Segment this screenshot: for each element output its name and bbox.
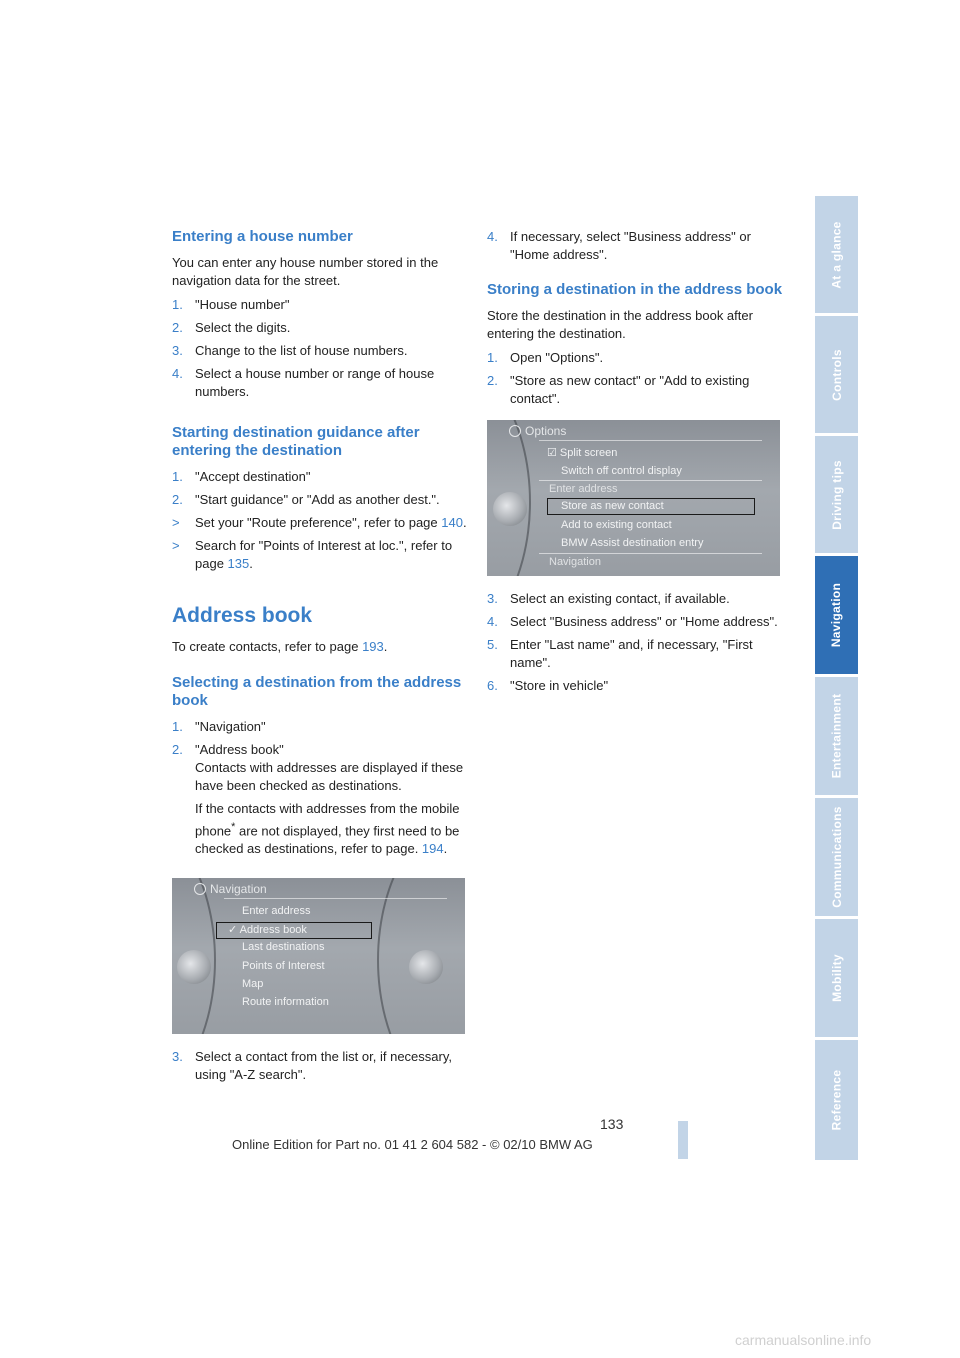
list-item: 2. "Start guidance" or "Add as another dest.". <box>172 492 440 507</box>
right-column <box>487 228 787 700</box>
list-item: 2. "Store as new contact" or "Add to existing contact". <box>487 373 750 406</box>
navigation-menu-screenshot <box>172 878 465 1034</box>
list-item: 6. "Store in vehicle" <box>487 678 609 693</box>
section-tabs <box>815 196 858 1160</box>
bullet-points-of-interest: > Search for "Points of Interest at loc.", refer to page 135. <box>172 538 453 571</box>
menu-item: Add to existing contact <box>561 519 672 531</box>
list-item: 1. Open "Options". <box>487 350 604 365</box>
list-item: 5. Enter "Last name" and, if necessary, "First name". <box>487 637 753 670</box>
page-link-135[interactable]: 135 <box>227 556 250 571</box>
footer-bar <box>678 1121 688 1159</box>
menu-item: Map <box>242 978 264 991</box>
list-item: 3. Change to the list of house numbers. <box>172 343 408 358</box>
list-item: 3. Select an existing contact, if available. <box>487 591 730 606</box>
house-number-steps <box>172 296 472 401</box>
page-link-140[interactable]: 140 <box>441 515 463 530</box>
edition-note: Online Edition for Part no. 01 41 2 604 582 - © 02/10 BMW AG <box>232 1137 593 1152</box>
menu-icon <box>509 425 521 437</box>
page-number: 133 <box>600 1116 624 1132</box>
tab-entertainment[interactable]: Entertainment <box>815 677 858 795</box>
tab-mobility[interactable]: Mobility <box>815 919 858 1037</box>
address-book-intro: To create contacts, refer to page 193. <box>172 639 388 654</box>
menu-item: Points of Interest <box>242 960 325 973</box>
tab-reference[interactable]: Reference <box>815 1040 858 1160</box>
house-number-intro: You can enter any house number stored in the navigation data for the street. <box>172 255 439 288</box>
page-link-194[interactable]: 194 <box>421 841 444 857</box>
screen-title: Navigation <box>210 882 267 897</box>
store-destination-heading: Storing a destination in the address book <box>487 281 783 298</box>
list-item: 1. "House number" <box>172 297 290 312</box>
list-item: 4. Select "Business address" or "Home address". <box>487 614 778 629</box>
menu-item: Last destinations <box>242 941 325 954</box>
menu-item-selected: Store as new contact <box>561 500 664 512</box>
menu-item: Enter address <box>242 905 311 918</box>
options-menu-screenshot <box>487 420 780 576</box>
menu-item-selected: ✓ Address book <box>228 924 307 937</box>
controller-knob-icon <box>493 492 527 526</box>
list-item: 1. "Accept destination" <box>172 469 311 484</box>
tab-controls[interactable]: Controls <box>815 316 858 433</box>
left-column <box>172 228 472 1089</box>
store-destination-intro: Store the destination in the address book after entering the destination. <box>487 308 753 341</box>
list-item: 3. Select a contact from the list or, if necessary, using "A-Z search". <box>172 1049 452 1083</box>
menu-item: ☑ Split screen <box>547 447 618 459</box>
list-item: 1. "Navigation" <box>172 719 266 734</box>
tab-communications[interactable]: Communications <box>815 798 858 916</box>
menu-item: BMW Assist destination entry <box>561 537 704 549</box>
screen-title: Options <box>525 424 567 438</box>
step-2-note: If the contacts with addresses from the mobile phone* are not displayed, they first need to be checked as destinations, refer to page. 194. <box>195 801 460 857</box>
list-item: 2. "Address book" Contacts with addresses are displayed if these have been checked as destinations. <box>172 742 464 793</box>
watermark: carmanualsonline.info <box>735 1332 872 1348</box>
tab-driving-tips[interactable]: Driving tips <box>815 436 858 553</box>
list-item: 4. If necessary, select "Business address" or "Home address". <box>487 229 751 262</box>
menu-item: Route information <box>242 996 329 1009</box>
optional-equipment-star: * <box>231 821 236 833</box>
select-destination-heading: Selecting a destination from the address book <box>172 674 462 709</box>
page-link-193[interactable]: 193 <box>362 639 384 654</box>
menu-item: Enter address <box>549 483 618 495</box>
menu-item: Switch off control display <box>561 465 682 477</box>
list-item: 4. Select a house number or range of house numbers. <box>172 366 435 399</box>
guidance-heading: Starting destination guidance after entering the destination <box>172 424 420 459</box>
house-number-heading: Entering a house number <box>172 228 353 245</box>
bullet-route-preference: > Set your "Route preference", refer to page 140. <box>172 515 467 530</box>
list-item: 2. Select the digits. <box>172 320 291 335</box>
tab-navigation[interactable]: Navigation <box>815 556 858 674</box>
address-book-heading: Address book <box>172 604 313 627</box>
tab-at-a-glance[interactable]: At a glance <box>815 196 858 313</box>
menu-item: Navigation <box>549 556 601 568</box>
